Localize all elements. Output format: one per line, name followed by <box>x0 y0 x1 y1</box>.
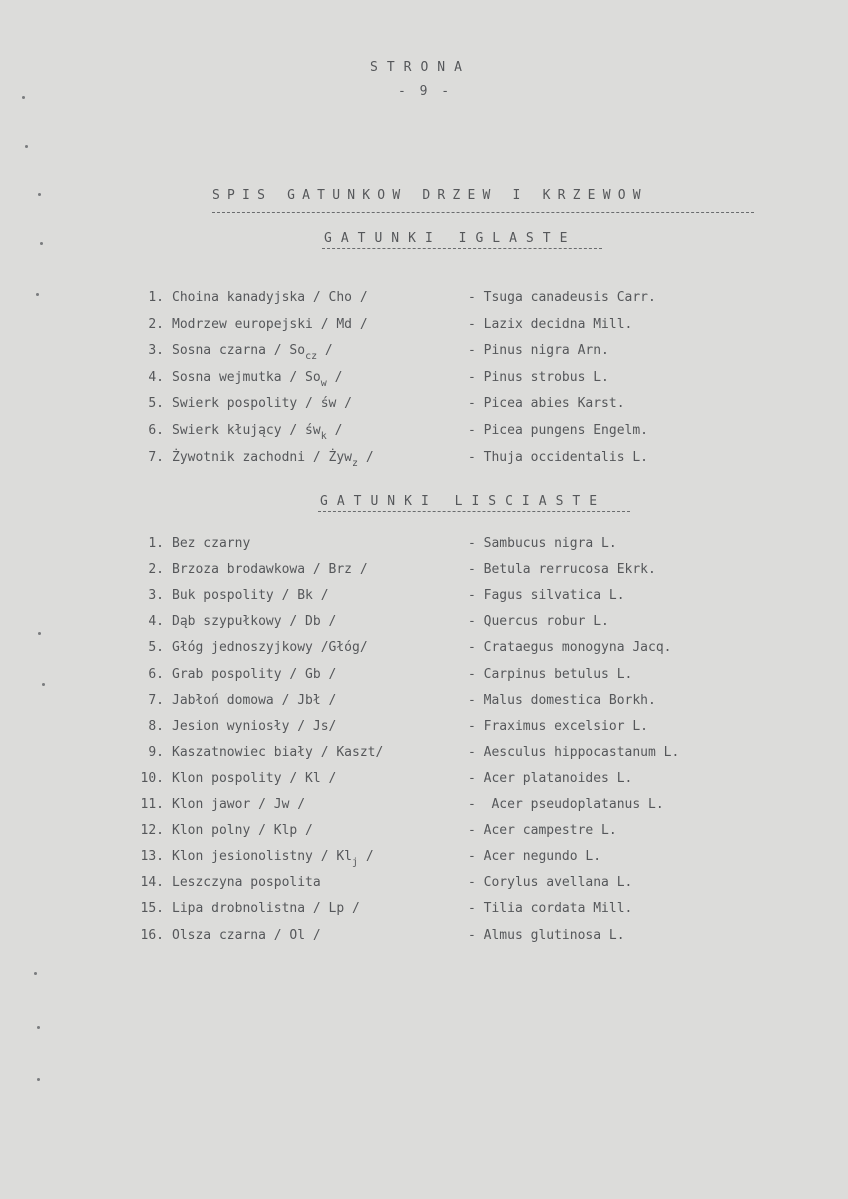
item-number: 4. <box>148 369 164 385</box>
latin-name: - Corylus avellana L. <box>468 875 633 891</box>
polish-name: Klon pospolity / Kl / <box>172 770 337 786</box>
polish-name: Klon jawor / Jw / <box>172 797 306 812</box>
list-item <box>0 849 848 869</box>
polish-name-text: Sosna czarna / So <box>172 343 306 359</box>
polish-name: Modrzew europejski / Md / <box>172 316 368 332</box>
polish-name: Brzoza brodawkowa / Brz / <box>172 562 368 578</box>
list-item <box>0 875 848 895</box>
list-item <box>0 667 848 687</box>
item-number: 6. <box>148 666 164 682</box>
latin-name: - Acer pseudoplatanus L. <box>468 797 664 812</box>
page-word: STRONA <box>370 60 471 75</box>
item-number: 1. <box>148 290 164 305</box>
polish-name <box>172 343 333 363</box>
polish-name-text: Swierk kłujący / św <box>172 423 321 438</box>
list-item <box>0 290 848 310</box>
polish-name: Leszczyna pospolita <box>172 875 321 891</box>
list-item <box>0 693 848 713</box>
title-underline <box>212 212 754 213</box>
polish-name-suffix: / <box>317 343 333 359</box>
item-number: 15. <box>140 901 164 917</box>
item-number: 3. <box>148 343 164 359</box>
latin-name: - Acer campestre L. <box>468 823 617 839</box>
list-item <box>0 317 848 337</box>
latin-name: - Carpinus betulus L. <box>468 666 633 682</box>
margin-speck <box>38 193 41 196</box>
list-item <box>0 370 848 390</box>
list-item <box>0 562 848 582</box>
latin-name: - Quercus robur L. <box>468 614 609 630</box>
polish-name: Bez czarny <box>172 536 251 551</box>
list-item <box>0 614 848 634</box>
latin-name: - Acer negundo L. <box>468 849 602 865</box>
polish-name-text: Klon jesionolistny / Kl <box>172 849 353 865</box>
latin-name: - Tilia cordata Mill. <box>468 901 633 917</box>
list-item <box>0 588 848 608</box>
item-number: 12. <box>140 823 164 839</box>
latin-name: - Fraximus excelsior L. <box>468 718 649 734</box>
section-underline <box>318 511 630 512</box>
list-item <box>0 928 848 948</box>
latin-name: - Malus domestica Borkh. <box>468 692 656 708</box>
latin-name: - Picea abies Karst. <box>468 396 625 412</box>
latin-name: - Pinus nigra Arn. <box>468 343 609 359</box>
polish-name: Klon polny / Klp / <box>172 823 313 839</box>
item-number: 4. <box>148 614 164 630</box>
polish-name: Choina kanadyjska / Cho / <box>172 290 368 305</box>
latin-name: - Tsuga canadeusis Carr. <box>468 290 656 305</box>
latin-name: - Picea pungens Engelm. <box>468 423 649 438</box>
latin-name: - Fagus silvatica L. <box>468 588 625 604</box>
polish-name-suffix: / <box>358 849 374 865</box>
latin-name: - Acer platanoides L. <box>468 770 633 786</box>
item-number: 8. <box>148 718 164 734</box>
item-number: 5. <box>148 396 164 412</box>
polish-name-text: Sosna wejmutka / So <box>172 369 321 385</box>
list-item <box>0 719 848 739</box>
list-item <box>0 901 848 921</box>
abbreviation-subscript: j <box>352 857 359 869</box>
latin-name: - Crataegus monogyna Jacq. <box>468 640 672 656</box>
latin-name: - Thuja occidentalis L. <box>468 449 649 465</box>
polish-name: Olsza czarna / Ol / <box>172 927 321 943</box>
abbreviation-subscript: k <box>320 431 327 442</box>
list-item <box>0 745 848 765</box>
margin-speck <box>40 242 43 245</box>
item-number: 2. <box>148 316 164 332</box>
polish-name <box>172 449 374 469</box>
margin-speck <box>25 145 28 148</box>
item-number: 6. <box>148 423 164 438</box>
item-number: 2. <box>148 562 164 578</box>
item-number: 16. <box>140 927 164 943</box>
list-item <box>0 823 848 843</box>
latin-name: - Betula rerrucosa Ekrk. <box>468 562 656 578</box>
item-number: 9. <box>148 744 164 760</box>
polish-name <box>172 423 343 442</box>
margin-speck <box>37 1026 40 1029</box>
polish-name: Jabłoń domowa / Jbł / <box>172 692 337 708</box>
polish-name: Lipa drobnolistna / Lp / <box>172 901 360 917</box>
item-number: 10. <box>140 770 164 786</box>
polish-name: Kaszatnowiec biały / Kaszt/ <box>172 744 384 760</box>
margin-speck <box>22 96 25 99</box>
polish-name: Dąb szypułkowy / Db / <box>172 614 337 630</box>
polish-name <box>172 849 374 869</box>
item-number: 13. <box>140 849 164 865</box>
polish-name-suffix: / <box>326 423 343 438</box>
polish-name: Głóg jednoszyjkowy /Głóg/ <box>172 640 368 656</box>
item-number: 14. <box>140 875 164 891</box>
polish-name-text: Żywotnik zachodni / Żyw <box>172 449 353 465</box>
item-number: 11. <box>140 797 164 812</box>
section-heading-conifers: GATUNKI IGLASTE <box>324 231 577 246</box>
latin-name: - Sambucus nigra L. <box>468 536 617 551</box>
list-item <box>0 797 848 817</box>
abbreviation-subscript: z <box>352 457 359 469</box>
latin-name: - Lazix decidna Mill. <box>468 316 633 332</box>
latin-name: - Almus glutinosa L. <box>468 927 625 943</box>
latin-name: - Pinus strobus L. <box>468 369 609 385</box>
polish-name: Swierk pospolity / św / <box>172 396 353 412</box>
section-heading-deciduous: GATUNKI LISCIASTE <box>320 494 607 509</box>
margin-speck <box>34 972 37 975</box>
abbreviation-subscript: cz <box>305 351 318 363</box>
list-item <box>0 396 848 416</box>
document-title: SPIS GATUNKOW DRZEW I KRZEWOW <box>212 188 648 203</box>
abbreviation-subscript: w <box>320 377 327 389</box>
polish-name-suffix: / <box>326 369 343 385</box>
margin-speck <box>37 1078 40 1081</box>
polish-name: Jesion wyniosły / Js/ <box>172 718 337 734</box>
polish-name: Grab pospolity / Gb / <box>172 666 337 682</box>
latin-name: - Aesculus hippocastanum L. <box>468 744 680 760</box>
polish-name-suffix: / <box>358 449 374 465</box>
polish-name <box>172 369 343 389</box>
section-underline <box>322 248 602 249</box>
list-item <box>0 423 848 443</box>
item-number: 3. <box>148 588 164 604</box>
page-number: - 9 - <box>398 84 453 99</box>
item-number: 7. <box>148 449 164 465</box>
item-number: 7. <box>148 692 164 708</box>
list-item <box>0 536 848 556</box>
polish-name: Buk pospolity / Bk / <box>172 588 329 604</box>
item-number: 1. <box>148 536 164 551</box>
list-item <box>0 640 848 660</box>
list-item <box>0 343 848 363</box>
item-number: 5. <box>148 640 164 656</box>
list-item <box>0 771 848 791</box>
list-item <box>0 450 848 470</box>
